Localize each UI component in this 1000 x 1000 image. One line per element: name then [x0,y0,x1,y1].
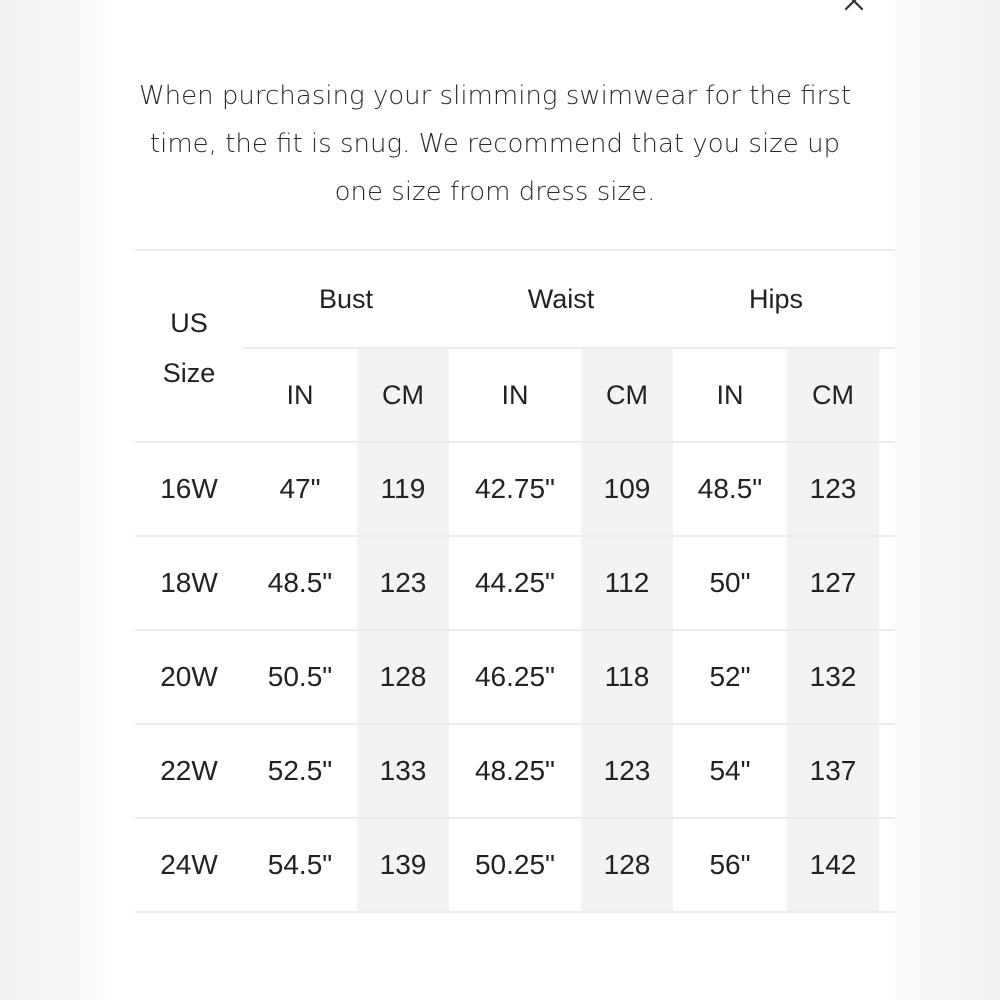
bust-cm-cell: 133 [357,724,449,818]
bust-in-cell: 54.5" [243,818,357,912]
waist-cm-cell: 128 [581,818,673,912]
waist-cm-cell: 109 [581,442,673,536]
bust-cm-cell: 128 [357,630,449,724]
waist-cm-cell: 118 [581,630,673,724]
unit-spacer [879,348,895,442]
size-cell: 22W [135,724,243,818]
bust-in-cell: 52.5" [243,724,357,818]
hips-in-cell: 52" [673,630,787,724]
close-button[interactable] [841,0,867,14]
hips-cm-cell: 123 [787,442,879,536]
us-size-label-line2: Size [162,358,216,388]
waist-cm-cell: 123 [581,724,673,818]
table-row [135,536,895,630]
row-spacer [879,818,895,912]
row-spacer [879,536,895,630]
hips-in-cell: 54" [673,724,787,818]
intro-text: When purchasing your slimming swimwear for the first time, the fit is snug. We recommend that you size up one size from dress size. [138,81,852,207]
size-cell: 20W [135,630,243,724]
size-cell: 24W [135,818,243,912]
waist-in-cell: 46.25" [449,630,581,724]
bust-header: Bust [243,250,449,348]
hips-header: Hips [673,250,879,348]
size-cell: 16W [135,442,243,536]
hips-in-cell: 50" [673,536,787,630]
header-spacer [879,250,895,348]
waist-in-cell: 42.75" [449,442,581,536]
row-spacer [879,724,895,818]
us-size-header [135,250,243,442]
hips-cm-cell: 137 [787,724,879,818]
bust-cm-cell: 123 [357,536,449,630]
unit-header-hips-cm: CM [787,348,879,442]
hips-in-cell: 56" [673,818,787,912]
bust-cm-cell: 139 [357,818,449,912]
size-cell: 18W [135,536,243,630]
table-row [135,630,895,724]
bust-in-cell: 48.5" [243,536,357,630]
waist-header: Waist [449,250,673,348]
row-spacer [879,630,895,724]
size-table [135,249,895,913]
unit-header-bust-cm: CM [357,348,449,442]
table-unit-row [135,348,895,442]
hips-cm-cell: 132 [787,630,879,724]
bust-in-cell: 50.5" [243,630,357,724]
waist-in-cell: 48.25" [449,724,581,818]
hips-cm-cell: 142 [787,818,879,912]
waist-in-cell: 44.25" [449,536,581,630]
hips-in-cell: 48.5" [673,442,787,536]
unit-header-hips-in: IN [716,379,744,410]
close-icon [841,0,867,14]
backdrop-right[interactable] [895,0,1000,1000]
backdrop-left[interactable] [0,0,105,1000]
bust-in-cell: 47" [243,442,357,536]
us-size-label-line1: US [170,308,208,338]
table-row [135,818,895,912]
hips-cm-cell: 127 [787,536,879,630]
unit-header-waist-cm: CM [581,348,673,442]
table-row [135,724,895,818]
waist-cm-cell: 112 [581,536,673,630]
table-header-row [135,250,895,348]
row-spacer [879,442,895,536]
size-chart-modal [105,0,895,1000]
table-row [135,442,895,536]
waist-in-cell: 50.25" [449,818,581,912]
unit-header-bust-in: IN [286,379,314,410]
unit-header-waist-in: IN [501,379,529,410]
bust-cm-cell: 119 [357,442,449,536]
